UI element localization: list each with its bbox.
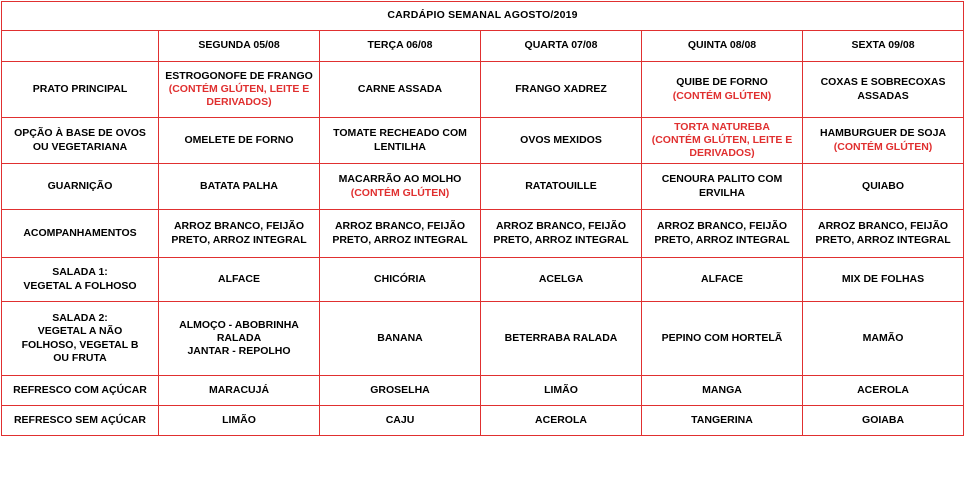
menu-cell [159,258,320,302]
dish-name: CHICÓRIA [374,272,426,285]
menu-cell [803,258,964,302]
dish-name: OVOS MEXIDOS [520,133,602,146]
menu-cell [320,376,481,406]
dish-name: ACELGA [538,272,584,285]
drink-name: ACEROLA [857,383,909,396]
dish-name: TORTA NATUREBA [674,120,770,133]
dish-name: ARROZ BRANCO, FEIJÃO PRETO, ARROZ INTEGRAL [654,220,790,246]
drink-name: CAJU [385,413,415,426]
menu-cell [320,118,481,164]
page-title: CARDÁPIO SEMANAL AGOSTO/2019 [2,2,964,31]
row-label-line: FOLHOSO, VEGETAL B [21,338,139,351]
title-row [2,2,964,31]
column-header-day-4: QUINTA 08/08 [642,31,803,62]
menu-cell [803,164,964,210]
menu-cell [481,376,642,406]
menu-cell [481,62,642,118]
menu-cell [320,164,481,210]
row-label-line: REFRESCO SEM AÇÚCAR [13,413,147,426]
drink-name: LIMÃO [544,383,578,396]
menu-cell [320,62,481,118]
menu-cell [159,406,320,436]
menu-cell [803,62,964,118]
dish-name: BANANA [377,331,423,344]
row-label-line: ACOMPANHAMENTOS [23,226,137,239]
drink-name: MANGA [702,383,742,396]
dish-name: CENOURA PALITO COM ERVILHA [661,173,783,199]
dish-name: BETERRABA RALADA [504,331,618,344]
dish-name: ALFACE [701,272,743,285]
column-header-day-1: SEGUNDA 05/08 [159,31,320,62]
dish-name: ARROZ BRANCO, FEIJÃO PRETO, ARROZ INTEGRAL [332,220,468,246]
menu-cell [803,118,964,164]
menu-cell [481,164,642,210]
allergen-warning: (CONTÉM GLÚTEN, LEITE E DERIVADOS) [168,82,310,109]
row-label-line: VEGETAL A NÃO [37,325,123,338]
row-label-line: GUARNIÇÃO [47,179,113,192]
row-label-line: OU VEGETARIANA [32,140,128,153]
weekly-menu-table [1,1,964,436]
menu-cell [642,164,803,210]
row-label-prato-principal [2,62,159,118]
menu-cell [642,210,803,258]
menu-cell [481,118,642,164]
dish-name: BATATA PALHA [200,179,278,192]
dish-name: HAMBURGUER DE SOJA [820,127,947,140]
menu-cell [481,258,642,302]
dish-name: ARROZ BRANCO, FEIJÃO PRETO, ARROZ INTEGRAL [815,220,951,246]
menu-cell [159,164,320,210]
table-row [2,164,964,210]
row-label-line: PRATO PRINCIPAL [32,82,128,95]
row-label-salada-2 [2,302,159,376]
table-row [2,406,964,436]
menu-cell [481,302,642,376]
drink-name: LIMÃO [222,413,256,426]
menu-cell [159,62,320,118]
allergen-warning: (CONTÉM GLÚTEN, LEITE E DERIVADOS) [651,133,793,160]
row-label-line: REFRESCO COM AÇÚCAR [13,383,147,396]
menu-cell [481,406,642,436]
dish-name: QUIBE DE FORNO [676,76,768,89]
dish-name: FRANGO XADREZ [515,82,607,95]
menu-cell [642,376,803,406]
allergen-warning: (CONTÉM GLÚTEN) [672,89,772,102]
table-row [2,258,964,302]
header-row [2,31,964,62]
dish-name: ALFACE [218,272,260,285]
dish-name: MIX DE FOLHAS [841,272,925,285]
dish-name: COXAS E SOBRECOXAS ASSADAS [820,76,946,102]
menu-cell [481,210,642,258]
dish-name: RATATOUILLE [525,179,597,192]
menu-cell [642,118,803,164]
menu-cell [803,210,964,258]
menu-sheet [0,1,965,492]
dish-name: MACARRÃO AO MOLHO [338,173,462,186]
row-label-refresco-com-acucar [2,376,159,406]
dish-name: ALMOÇO - ABOBRINHA RALADA [179,318,299,344]
menu-cell [803,302,964,376]
dish-name: ARROZ BRANCO, FEIJÃO PRETO, ARROZ INTEGRAL [493,220,629,246]
drink-name: ACEROLA [535,413,587,426]
menu-cell [642,406,803,436]
dish-name: MAMÃO [862,331,904,344]
row-label-acompanhamentos [2,210,159,258]
menu-cell [642,258,803,302]
menu-cell [320,302,481,376]
table-row [2,62,964,118]
dish-name: OMELETE DE FORNO [184,133,294,146]
dish-name-secondary: JANTAR - REPOLHO [187,345,291,358]
table-row [2,210,964,258]
menu-cell [320,258,481,302]
menu-cell [159,210,320,258]
dish-name: CARNE ASSADA [357,82,443,95]
row-label-guarnicao [2,164,159,210]
column-header-day-3: QUARTA 07/08 [481,31,642,62]
column-header-day-5: SEXTA 09/08 [803,31,964,62]
drink-name: MARACUJÁ [208,383,270,396]
column-header-day-2: TERÇA 06/08 [320,31,481,62]
table-row [2,376,964,406]
row-label-line: OPÇÃO À BASE DE OVOS [14,127,146,140]
menu-cell [159,118,320,164]
row-label-salada-1 [2,258,159,302]
dish-name: ESTROGONOFE DE FRANGO [165,69,313,82]
dish-name: QUIABO [862,179,905,192]
menu-cell [803,406,964,436]
dish-name: ARROZ BRANCO, FEIJÃO PRETO, ARROZ INTEGRAL [171,220,307,246]
corner-cell [2,31,159,62]
row-label-opcao-ovos-vegetariana [2,118,159,164]
row-label-line: VEGETAL A FOLHOSO [23,279,137,292]
row-label-line: SALADA 1: [52,266,108,279]
menu-cell [642,62,803,118]
menu-cell [159,376,320,406]
drink-name: GOIABA [862,413,905,426]
allergen-warning: (CONTÉM GLÚTEN) [833,140,933,153]
menu-cell [320,406,481,436]
menu-cell [320,210,481,258]
allergen-warning: (CONTÉM GLÚTEN) [350,186,450,199]
drink-name: TANGERINA [691,413,753,426]
table-row [2,118,964,164]
menu-cell [642,302,803,376]
dish-name: PEPINO COM HORTELÃ [661,331,783,344]
menu-cell [159,302,320,376]
menu-cell [803,376,964,406]
dish-name: TOMATE RECHEADO COM LENTILHA [333,127,467,153]
row-label-line: SALADA 2: [52,312,108,325]
row-label-refresco-sem-acucar [2,406,159,436]
row-label-line: OU FRUTA [53,351,107,364]
table-row [2,302,964,376]
drink-name: GROSELHA [370,383,430,396]
